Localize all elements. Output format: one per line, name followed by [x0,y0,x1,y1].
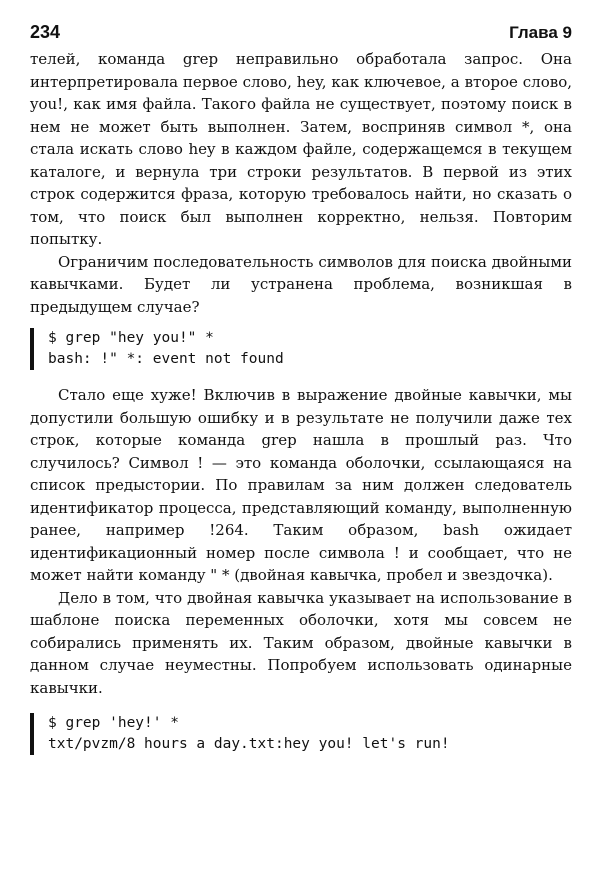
code-line: bash: !" *: event not found [48,351,284,367]
chapter-title: Глава 9 [509,23,572,42]
code-line: $ grep 'hey!' * [48,715,179,731]
code-block-2 [30,713,572,755]
page-header [30,22,572,48]
paragraph-4: Дело в том, что двойная кавычка указывает на использование в шаблоне поиска переменных оболочки, хотя мы совсем не собирались применять их. Таким образом, двойные кавычки в данном случае неуместны. Попробуем использовать одинарные кавычки. [30,588,572,697]
paragraph-2: Ограничим последовательность символов для поиска двойными кавычками. Будет ли устранена проблема, возникшая в предыдущем случае? [30,252,572,316]
page-number: 234 [30,22,61,42]
book-page [30,22,572,769]
code-line: $ grep "hey you!" * [48,330,214,346]
paragraph-3: Стало еще хуже! Включив в выражение двойные кавычки, мы допустили большую ошибку и в результате не получили даже тех строк, которые команда grep нашла в прошлый раз. Что случилось? Символ ! — это команда оболочки, ссылающаяся на список предыстории. По правилам за ним должен следователь идентификатор процесса, представляющий команду, выполненную ранее, например !264. Таким образом, bash ожидает идентификационный номер после символа ! и сообщает, что не может найти команду " * (двойная кавычка, пробел и звездочка). [30,386,572,584]
paragraph-1: телей, команда grep неправильно обработала запрос. Она интерпретировала первое слово, hey, как ключевое, а второе слово, you!, как имя файла. Такого файла не существует, поэтому поиск в нем не может быть выполнен. Затем, восприняв символ *, она стала искать слово hey в каждом файле, содержащемся в текущем каталоге, и вернула три строки результатов. В первой из этих строк содержится фраза, которую требовалось найти, но сказать о том, что поиск был выполнен корректно, нельзя. Повторим попытку. [30,50,572,248]
code-line: txt/pvzm/8 hours a day.txt:hey you! let's run! [48,736,450,752]
page-body [30,48,572,755]
code-block-1 [30,328,572,370]
